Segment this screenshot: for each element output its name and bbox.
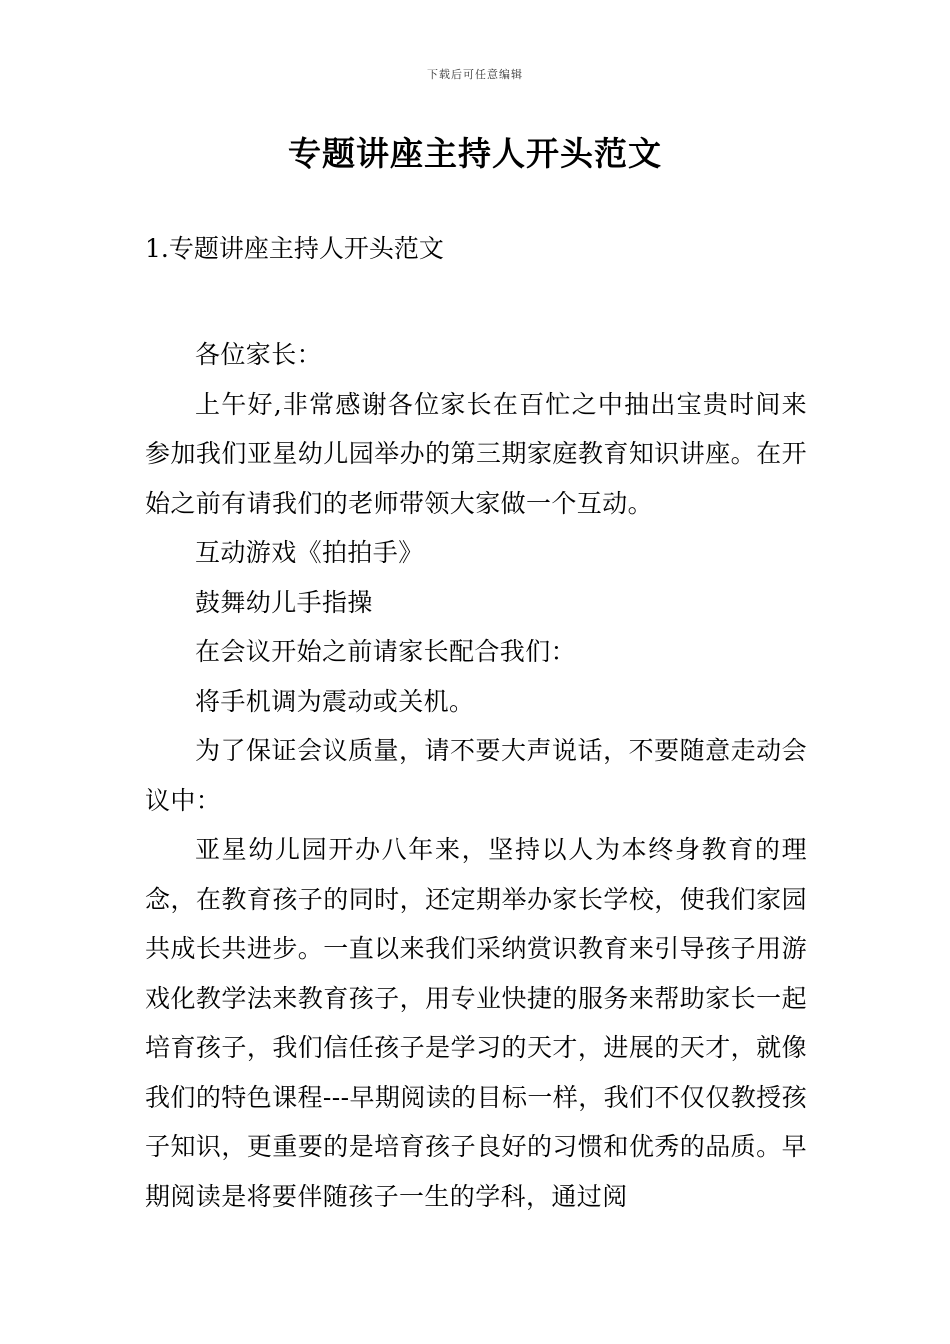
body-paragraph: 鼓舞幼儿手指操 bbox=[195, 587, 373, 617]
body-paragraph: 亚星幼儿园开办八年来，坚持以人为本终身教育的理念，在教育孩子的同时，还定期举办家长学校，使我们家园共成长共进步。一直以来我们采纳赏识教育来引导孩子用游戏化教学法来教育孩子，用专业快捷的服务来帮助家长一起培育孩子，我们信任孩子是学习的天才，进展的天才，就像我们的特色课程---早期阅读的目标一样，我们不仅仅教授孩子知识，更重要的是培育孩子良好的习惯和优秀的品质。早期阅读是将要伴随孩子一生的学科，通过阅 bbox=[145, 835, 807, 1211]
body-paragraph: 在会议开始之前请家长配合我们： bbox=[195, 637, 577, 666]
body-paragraph: 将手机调为震动或关机。 bbox=[195, 686, 475, 716]
body-text bbox=[145, 330, 807, 1221]
section-heading: 1.专题讲座主持人开头范文 bbox=[145, 234, 444, 263]
header-note: 下载后可任意编辑 bbox=[427, 68, 523, 81]
body-paragraph: 上午好,非常感谢各位家长在百忙之中抽出宝贵时间来参加我们亚星幼儿园举办的第三期家庭教育知识讲座。在开始之前有请我们的老师带领大家做一个互动。 bbox=[145, 389, 807, 518]
salutation-paragraph: 各位家长： bbox=[195, 340, 323, 369]
body-paragraph: 互动游戏《拍拍手》 bbox=[195, 538, 424, 567]
document-title: 专题讲座主持人开头范文 bbox=[288, 134, 662, 173]
body-paragraph: 为了保证会议质量，请不要大声说话，不要随意走动会议中： bbox=[145, 736, 807, 815]
